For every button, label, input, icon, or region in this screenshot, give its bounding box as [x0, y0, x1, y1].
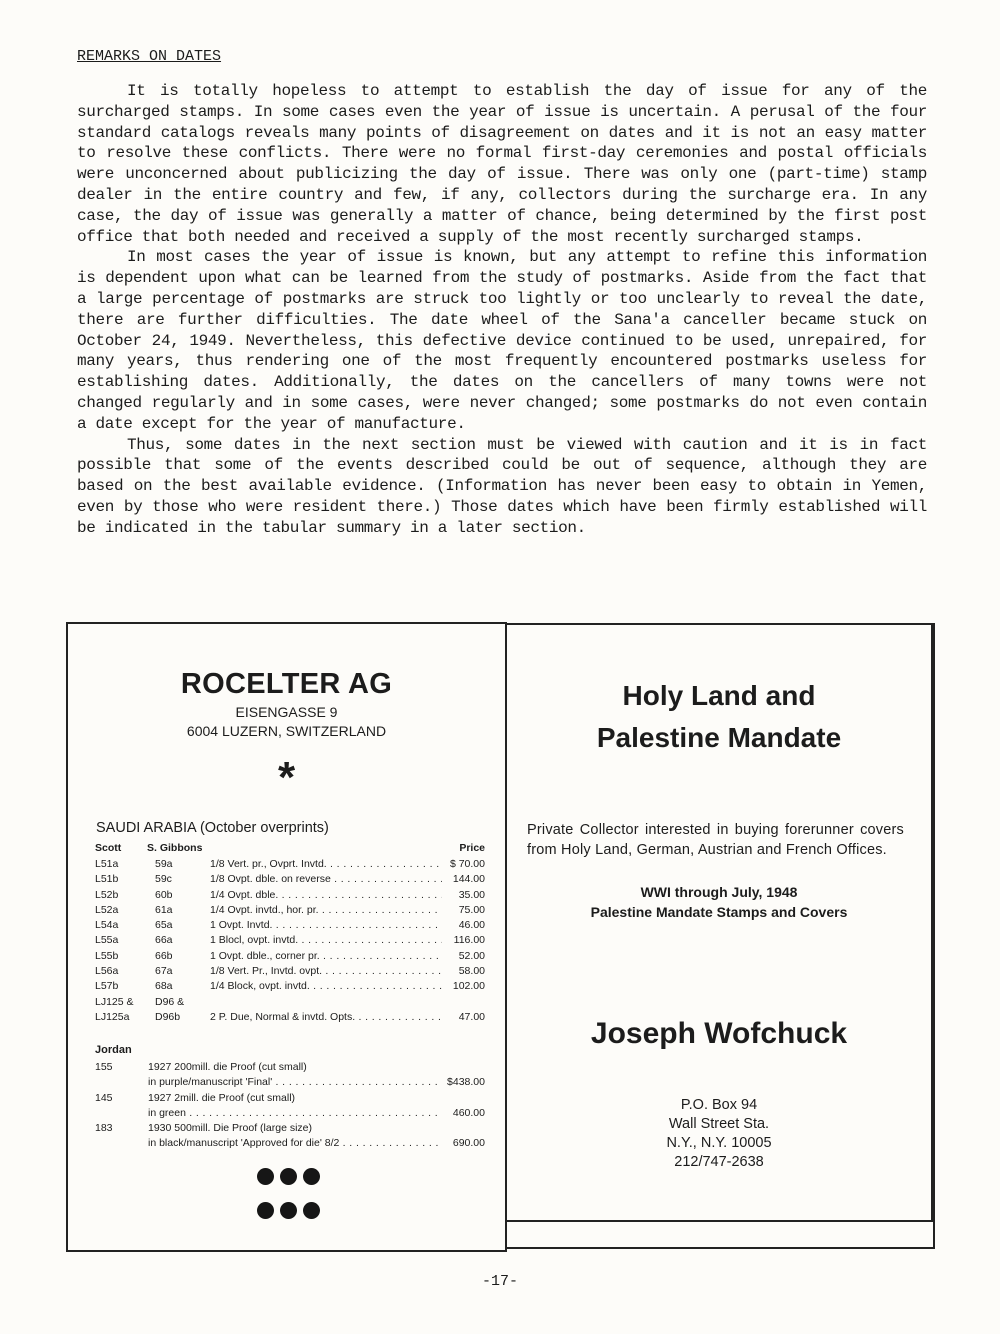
table-row — [95, 872, 487, 887]
item-price: 102.00 — [450, 979, 485, 994]
item-price: 58.00 — [456, 964, 485, 979]
table-row — [95, 1075, 487, 1090]
scott-number: LJ125 & — [95, 995, 134, 1008]
table-row — [95, 1136, 487, 1151]
scott-number: L54a — [95, 919, 119, 932]
ad-body-text: Private Collector interested in buying forerunner covers from Holy Land, German, Austrian and French Offices. — [527, 822, 904, 858]
item-description: 1 Ovpt. dble., corner pr. . . . — [210, 949, 442, 964]
address-line-2: Wall Street Sta. — [668, 1116, 770, 1132]
table-row — [95, 888, 487, 903]
ad-subhead-2: Palestine Mandate Stamps and Covers — [590, 904, 848, 920]
dot-icon — [280, 1168, 297, 1185]
gibbons-number: 66a — [155, 934, 173, 947]
gibbons-number: 59c — [155, 873, 172, 886]
table-row — [95, 995, 487, 1010]
article — [77, 48, 927, 539]
item-description: 1930 500mill. Die Proof (large size) — [148, 1122, 312, 1135]
dot-icon — [303, 1168, 320, 1185]
headline-line-2: Palestine Mandate — [596, 722, 842, 753]
gibbons-number: D96 & — [155, 995, 185, 1008]
item-description: 1927 2mill. die Proof (cut small) — [148, 1091, 296, 1104]
gibbons-number: 65a — [155, 919, 173, 932]
company-city: 6004 LUZERN, SWITZERLAND — [186, 723, 387, 739]
rocelter-advertisement — [66, 622, 507, 1252]
dot-icon — [280, 1202, 297, 1219]
scott-number: L52b — [95, 888, 119, 901]
item-price: 46.00 — [456, 918, 485, 933]
gibbons-number: 67a — [155, 965, 173, 978]
headline-line-1: Holy Land and — [622, 680, 816, 711]
page-number: -17- — [481, 1273, 518, 1290]
table-row — [95, 903, 487, 918]
table-row — [95, 1121, 487, 1136]
gibbons-number: 61a — [155, 903, 173, 916]
ad-headline — [507, 675, 931, 759]
table-row — [95, 857, 487, 872]
table-row — [95, 964, 487, 979]
header-price: Price — [456, 842, 485, 854]
item-description: 1/8 Ovpt. dble. on reverse . . . — [210, 872, 442, 887]
item-description: 1/8 Vert. Pr., Invtd. ovpt. . . . — [210, 964, 442, 979]
saudi-price-table — [95, 842, 487, 1025]
catalog-number: 155 — [95, 1061, 113, 1073]
dot-icon — [257, 1202, 274, 1219]
article-paragraph: In most cases the year of issue is known, but any attempt to refine this information is dependent upon what can be learned from the study of postmarks. Aside from the fact that a large percentage of postmarks are struck too lightly or too unclearly to reveal the date, there are further difficulties. The date wheel of the Sana'a canceller became stuck on October 24, 1949. Nevertheless, this defective device continued to be used, unrepaired, for many years, thus rendering one of the most frequently encountered postmarks useless for establishing dates. Additionally, the dates on the cancellers of many towns were not changed regularly and in some cases, were never changed; some postmarks do not even contain a date except for the year of manufacture. — [77, 248, 927, 433]
item-price: 35.00 — [456, 888, 485, 903]
item-price: 47.00 — [456, 1010, 485, 1025]
saudi-section-title: SAUDI ARABIA (October overprints) — [96, 820, 329, 836]
item-description: in black/manuscript 'Approved for die' 8/2 . . . — [148, 1136, 440, 1151]
decorative-dots — [254, 1168, 324, 1236]
gibbons-number: 68a — [155, 980, 173, 993]
scott-number: L57b — [95, 980, 119, 993]
item-price: 144.00 — [450, 872, 485, 887]
saudi-rows — [95, 857, 487, 1025]
item-description: in green . . . — [148, 1106, 440, 1121]
ad-inner-frame — [507, 625, 933, 1222]
item-description: 2 P. Due, Normal & invtd. Opts. . . . — [210, 1010, 442, 1025]
gibbons-number: 60b — [155, 888, 173, 901]
table-row — [95, 1106, 487, 1121]
item-price: 690.00 — [450, 1136, 485, 1151]
ad-subhead-1: WWI through July, 1948 — [640, 884, 798, 900]
scott-number: L55a — [95, 934, 119, 947]
company-name: ROCELTER AG — [180, 668, 393, 700]
scott-number: L52a — [95, 903, 119, 916]
advertiser-name: Joseph Wofchuck — [590, 1017, 848, 1050]
scott-number: L51a — [95, 858, 119, 870]
table-header — [95, 842, 487, 857]
scott-number: L51b — [95, 873, 119, 886]
article-heading: REMARKS ON DATES — [77, 48, 222, 65]
item-price: $ 70.00 — [447, 857, 485, 872]
jordan-section-title: Jordan — [95, 1044, 132, 1056]
table-row — [95, 1060, 487, 1075]
article-paragraph: Thus, some dates in the next section must be viewed with caution and it is in fact possible that some of the events described could be out of sequence, although they are based on the best available evidence. (Information has never been easy to obtain in Yemen, even by those who were resident there.) Those dates which have been firmly established will be indicated in the tabular summary in a later section. — [77, 435, 927, 537]
table-row — [95, 1010, 487, 1025]
item-description: 1/4 Ovpt. dble. . . . — [210, 888, 442, 903]
item-description: 1927 200mill. die Proof (cut small) — [148, 1061, 307, 1073]
catalog-number: 145 — [95, 1091, 113, 1104]
table-row — [95, 933, 487, 948]
company-street: EISENGASSE 9 — [235, 704, 338, 720]
phone-number: 212/747-2638 — [674, 1154, 764, 1170]
gibbons-number: 59a — [155, 858, 173, 870]
item-description: 1 Blocl, ovpt. invtd. . . . — [210, 933, 442, 948]
header-gibbons: S. Gibbons — [147, 842, 203, 854]
scott-number: LJ125a — [95, 1010, 130, 1023]
dot-icon — [303, 1202, 320, 1219]
catalog-number: 183 — [95, 1122, 113, 1135]
table-row — [95, 918, 487, 933]
address-line-3: N.Y., N.Y. 10005 — [666, 1135, 772, 1151]
item-description: in purple/manuscript 'Final' . . . — [148, 1075, 440, 1090]
header-scott: Scott — [95, 842, 122, 854]
dot-icon — [257, 1168, 274, 1185]
item-price: 116.00 — [451, 933, 485, 948]
item-description: 1/8 Vert. pr., Ovprt. Invtd. . . . — [210, 857, 442, 872]
jordan-price-table — [95, 1060, 487, 1152]
table-row — [95, 1091, 487, 1106]
item-price: 460.00 — [450, 1106, 485, 1121]
table-row — [95, 949, 487, 964]
item-description: 1/4 Ovpt. invtd., hor. pr. . . . — [210, 903, 442, 918]
item-price: 52.00 — [456, 949, 485, 964]
article-paragraph: It is totally hopeless to attempt to establish the day of issue for any of the surcharged stamps. In some cases even the year of issue is uncertain. A perusal of the four standard catalogs reveals many points of disagreement on dates and it is not an easy matter to resolve these conflicts. There were no formal first-day ceremonies and postal officials were unconcerned about publicizing the day of issue. There was only one (part-time) stamp dealer in the entire country and few, if any, collectors during the surcharge era. In any case, the day of issue was generally a matter of chance, being determined by the first post office that both needed and received a supply of the most recently surcharged stamps. — [77, 82, 927, 246]
item-price: 75.00 — [456, 903, 485, 918]
address-line-1: P.O. Box 94 — [680, 1097, 758, 1113]
scott-number: L56a — [95, 965, 119, 978]
item-description: 1 Ovpt. Invtd. . . . — [210, 918, 442, 933]
item-description: 1/4 Block, ovpt. invtd. . . . — [210, 979, 442, 994]
gibbons-number: 66b — [155, 949, 173, 962]
asterisk-icon: * — [277, 753, 296, 802]
item-price: $438.00 — [444, 1075, 485, 1090]
gibbons-number: D96b — [155, 1010, 181, 1023]
scott-number: L55b — [95, 949, 119, 962]
table-row — [95, 979, 487, 994]
wofchuck-advertisement — [505, 623, 935, 1249]
